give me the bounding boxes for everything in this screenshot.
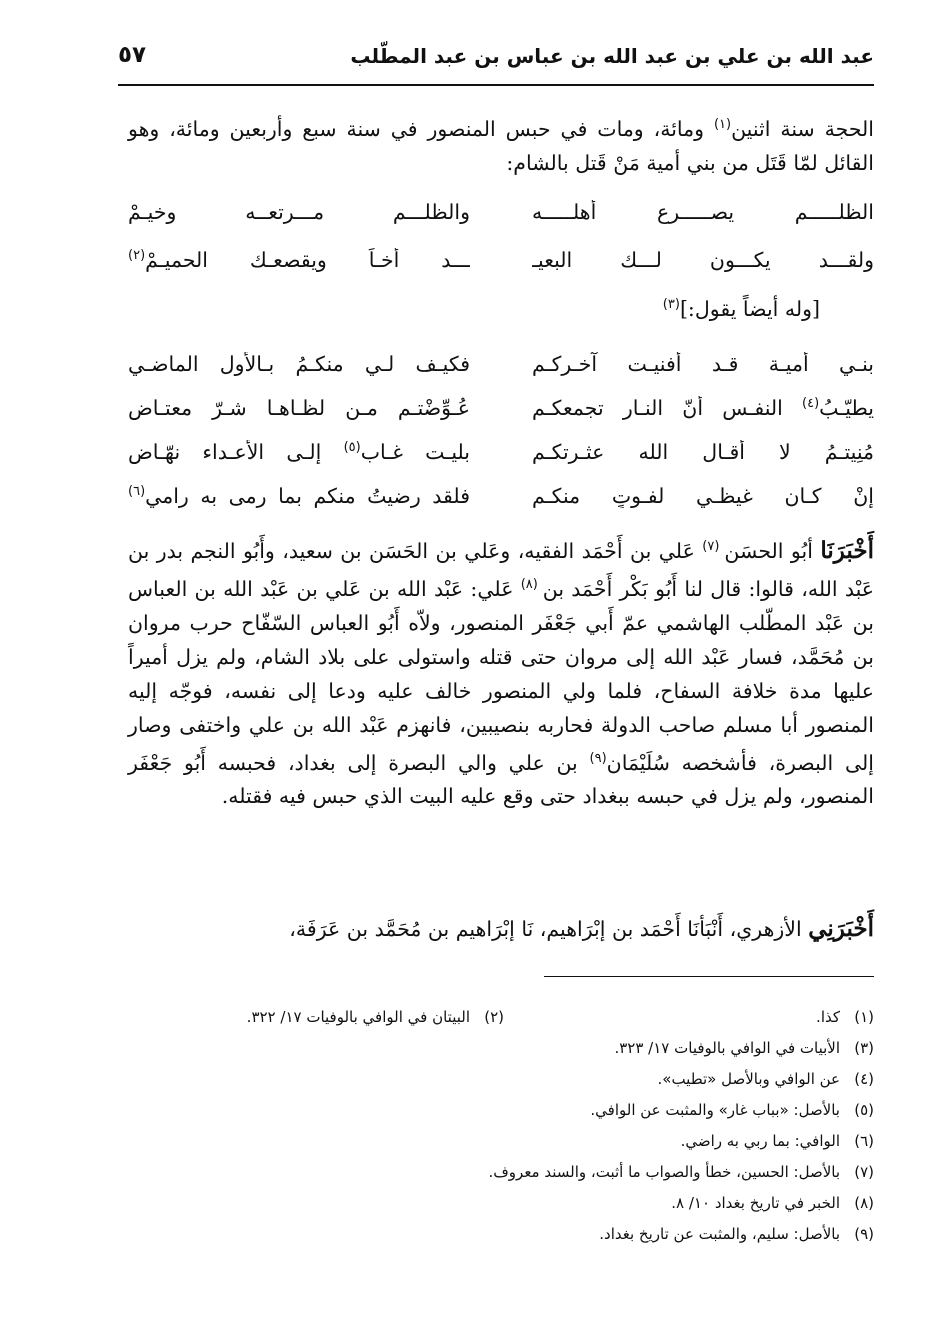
verse-second-hemistich: والظلـــم مـــرتعــه وخيـمْ [128, 200, 470, 224]
footnote-text: بالأصل: سليم، والمثبت عن تاريخ بغداد. [599, 1225, 840, 1243]
footnote [658, 1064, 875, 1095]
footnote-row [128, 1250, 874, 1281]
verse-first-hemistich [532, 396, 874, 420]
verse-second-hemistich [128, 440, 470, 464]
running-header [118, 36, 874, 86]
text-run: بليـت غـاب [360, 440, 470, 464]
footnote-row [128, 1095, 874, 1126]
report-keyword: أَخْبَرَنَا [820, 536, 874, 564]
text-run: عَلي: عَبْد الله بن عَلي بن عَبْد الله بن العباس بن عَبْد المطّلب الهاشمي عمّ أَبي جَعْفَر المنصور، ولاّه أَبُو العباس السّفّاح حرب مروان بن مُحَمَّد، فسار عَبْد الله إلى مروان حتى قتله واستولى على بلاد الشام، ولم يزل أميراً عليها مدة خلافة السفاح، فلما ولي المنصور خالف عليه ودعا إلى نفسه، فوجّه إليه المنصور أبا مسلم صاحب الدولة فحاربه بنصيبين، فانهزم عَبْد الله بن علي واختفى وصار إلى البصرة، فأشخصه سُلَيْمَان [128, 576, 874, 775]
running-title: عبد الله بن علي بن عبد الله بن عباس بن عبد المطّلب [350, 44, 874, 68]
text-run: [وله أيضاً يقول:] [679, 297, 820, 321]
footnote-text: الخبر في تاريخ بغداد ١٠/ ٨. [671, 1194, 840, 1212]
footnote [816, 1002, 874, 1033]
paragraph-2 [128, 530, 874, 813]
report-keyword: أَخْبَرَنِي [808, 915, 874, 942]
footnote-row [128, 1188, 874, 1219]
footnote-row [128, 1064, 874, 1095]
footnote-row [128, 1219, 874, 1250]
footnote-number: (٨) [854, 1194, 874, 1212]
verse-second-hemistich [128, 484, 470, 508]
footnotes [128, 1002, 874, 1281]
verse-second-hemistich [128, 248, 470, 272]
footnote-text: بالأصل: «بباب غار» والمثبت عن الوافي. [590, 1101, 840, 1119]
text-run: فلقد رضيتُ منكم بما رمى به رامي [145, 484, 470, 508]
verse-second-hemistich: فكيـف لـي منكـمُ بـالأول الماضـي [128, 352, 470, 376]
footnote-number: (٣) [854, 1039, 874, 1057]
footnote-number: (٦) [854, 1132, 874, 1150]
footnote [681, 1126, 874, 1157]
verse-first-hemistich: مُنِيتـمُ لا أقـال الله عثـرتكـم [532, 440, 874, 464]
footnote-ref: (٣) [662, 297, 680, 313]
text-run: الحجة سنة اثنين [731, 116, 874, 141]
verse-line [128, 248, 874, 286]
footnote-number: (٤) [854, 1070, 874, 1088]
footnote-ref: (٥) [343, 440, 361, 456]
footnote-number: (٧) [854, 1163, 874, 1181]
verse-first-hemistich: الظلـــــم يصـــــرع أهلـــــه [532, 200, 874, 224]
footnote-ref: (٦) [128, 484, 146, 500]
footnote [614, 1033, 874, 1064]
footnote-text: البيتان في الوافي بالوفيات ١٧/ ٣٢٢. [246, 1008, 470, 1026]
verse-first-hemistich: إنْ كـان غيظـي لفـوتٍ منكـم [532, 484, 874, 508]
text-run: بن علي والي البصرة إلى بغداد، فحبسه أَبُو جَعْفَر المنصور، ولم يزل في حبسه ببغداد حتى وقع عليه البيت الذي حبس فيه فقتله. [128, 750, 874, 809]
footnote [671, 1188, 874, 1219]
text-run: إلـى الأعـداء نهّـاض [128, 440, 344, 464]
verse-first-hemistich: بنـي أميـة قـد أفنيـت آخـركـم [532, 352, 874, 376]
footnote-text: الأبيات في الوافي بالوفيات ١٧/ ٣٢٣. [614, 1039, 840, 1057]
verse-line [128, 396, 874, 434]
text-run: ـــد أخـاً ويقصعـك الحميـمْ [145, 248, 470, 272]
footnote [488, 1157, 874, 1188]
verse-second-hemistich: عُـوِّضْتـم مـن لظـاهـا شـرّ معتـاضِ [128, 396, 470, 420]
footnote [590, 1095, 874, 1126]
footnote [599, 1219, 874, 1250]
paragraph-1 [128, 108, 874, 180]
footnote-text: عن الوافي وبالأصل «تطيب». [657, 1070, 840, 1088]
text-run: أبُو الحسَن [724, 538, 821, 563]
footnote-divider [544, 976, 874, 977]
footnote-ref: (٨) [520, 576, 543, 592]
footnote-ref: (٩) [589, 750, 607, 766]
verse-first-hemistich: ولقـــد يكـــون لـــك البعيـ [532, 248, 874, 272]
footnote [840, 1250, 874, 1281]
page-number: ٥٧ [118, 42, 147, 68]
footnote-ref: (١) [713, 117, 732, 132]
text-run: عَلي بن أَحْمَد الفقيه، وعَلي بن الحَسَن بن سعيد، وأَبُو النجم بدر بن عَبْد الله، قالوا: قال لنا أَبُو بَكْر أَحْمَد بن [128, 538, 875, 601]
footnote-number: (٢) [484, 1008, 504, 1026]
verse-line [128, 352, 874, 390]
footnote-row [128, 1033, 874, 1064]
text-run: الأزهري، أَنْبَأنَا أَحْمَد بن إبْرَاهيم، نَا إبْرَاهيم بن مُحَمَّد بن عَرَفَة، [289, 917, 809, 941]
text-run: ومائة، ومات في حبس المنصور في سنة سبع وأربعين ومائة، وهو القائل لمّا قَتَل من بني أمية مَنْ قَتل بالشام: [128, 116, 874, 175]
footnote-row [128, 1002, 874, 1033]
footnote-text: كذا. [816, 1008, 840, 1026]
footnote-ref: (٧) [702, 539, 725, 554]
footnote-ref: (٢) [128, 248, 146, 264]
footnote-number: (٩) [854, 1225, 874, 1243]
verse-line [128, 200, 874, 238]
footnote-row [128, 1157, 874, 1188]
footnote [247, 1002, 504, 1033]
text-run: يطيّـبُ [819, 396, 874, 420]
footnote-text: الوافي: بما ربي به راضي. [680, 1132, 840, 1150]
footnote-text: بالأصل: الحسين، خطأ والصواب ما أثبت، والسند معروف. [488, 1163, 840, 1181]
footnote-row [128, 1126, 874, 1157]
paragraph-3 [128, 912, 874, 946]
footnote-number: (١) [854, 1008, 874, 1026]
verse-line [128, 484, 874, 522]
footnote-ref: (٤) [802, 396, 820, 412]
editorial-note [663, 297, 820, 321]
text-run: النفـس أنّ النـار تجمعكـم [532, 396, 803, 420]
footnote-number: (٥) [854, 1101, 874, 1119]
verse-line [128, 440, 874, 478]
